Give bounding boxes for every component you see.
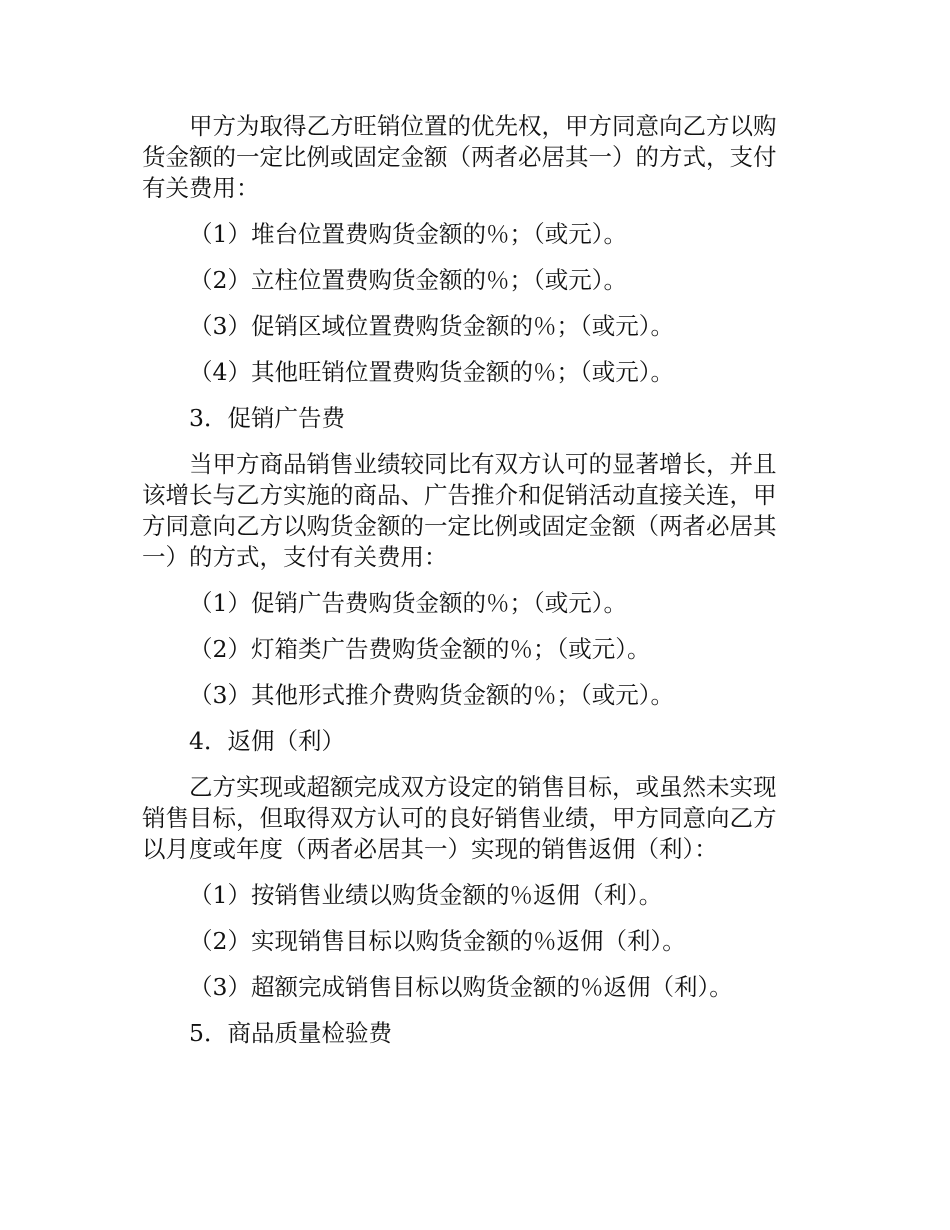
list-item: （2）实现销售目标以购货金额的％返佣（利）。 bbox=[189, 927, 686, 955]
section-heading-quality-inspection-fee: 5．商品质量检验费 bbox=[189, 1019, 392, 1047]
list-item: （3）其他形式推介费购货金额的％；（或元）。 bbox=[189, 681, 674, 709]
paragraph-line: 销售目标，但取得双方认可的良好销售业绩，甲方同意向乙方 bbox=[142, 804, 777, 832]
paragraph-line: 以月度或年度（两者必居其一）实现的销售返佣（利）： bbox=[142, 835, 718, 863]
paragraph-line: 该增长与乙方实施的商品、广告推介和促销活动直接关连，甲 bbox=[142, 481, 777, 509]
section-heading-promotion-ad-fee: 3．促销广告费 bbox=[189, 404, 345, 432]
paragraph-line: 方同意向乙方以购货金额的一定比例或固定金额（两者必居其 bbox=[142, 512, 777, 540]
list-item: （3）促销区域位置费购货金额的％；（或元）。 bbox=[189, 312, 674, 340]
paragraph-line: 有关费用： bbox=[142, 174, 260, 202]
list-item: （1）堆台位置费购货金额的％；（或元）。 bbox=[189, 220, 627, 248]
paragraph-line: 货金额的一定比例或固定金额（两者必居其一）的方式，支付 bbox=[142, 143, 777, 171]
paragraph-promotion-ad bbox=[142, 449, 814, 573]
paragraph-line: 甲方为取得乙方旺销位置的优先权，甲方同意向乙方以购 bbox=[189, 112, 777, 140]
paragraph-priority-position bbox=[142, 111, 814, 204]
paragraph-line: 乙方实现或超额完成双方设定的销售目标，或虽然未实现 bbox=[189, 773, 777, 801]
section-heading-rebate: 4．返佣（利） bbox=[189, 727, 345, 755]
list-item: （1）促销广告费购货金额的％；（或元）。 bbox=[189, 589, 627, 617]
paragraph-rebate bbox=[142, 772, 814, 865]
list-item: （4）其他旺销位置费购货金额的％；（或元）。 bbox=[189, 358, 674, 386]
list-item: （3）超额完成销售目标以购货金额的％返佣（利）。 bbox=[189, 973, 733, 1001]
list-item: （1）按销售业绩以购货金额的％返佣（利）。 bbox=[189, 881, 663, 909]
paragraph-line: 当甲方商品销售业绩较同比有双方认可的显著增长，并且 bbox=[189, 450, 777, 478]
list-item: （2）立柱位置费购货金额的％；（或元）。 bbox=[189, 266, 627, 294]
list-item: （2）灯箱类广告费购货金额的％；（或元）。 bbox=[189, 635, 651, 663]
paragraph-line: 一）的方式，支付有关费用： bbox=[142, 543, 448, 571]
document-page bbox=[142, 111, 814, 1064]
